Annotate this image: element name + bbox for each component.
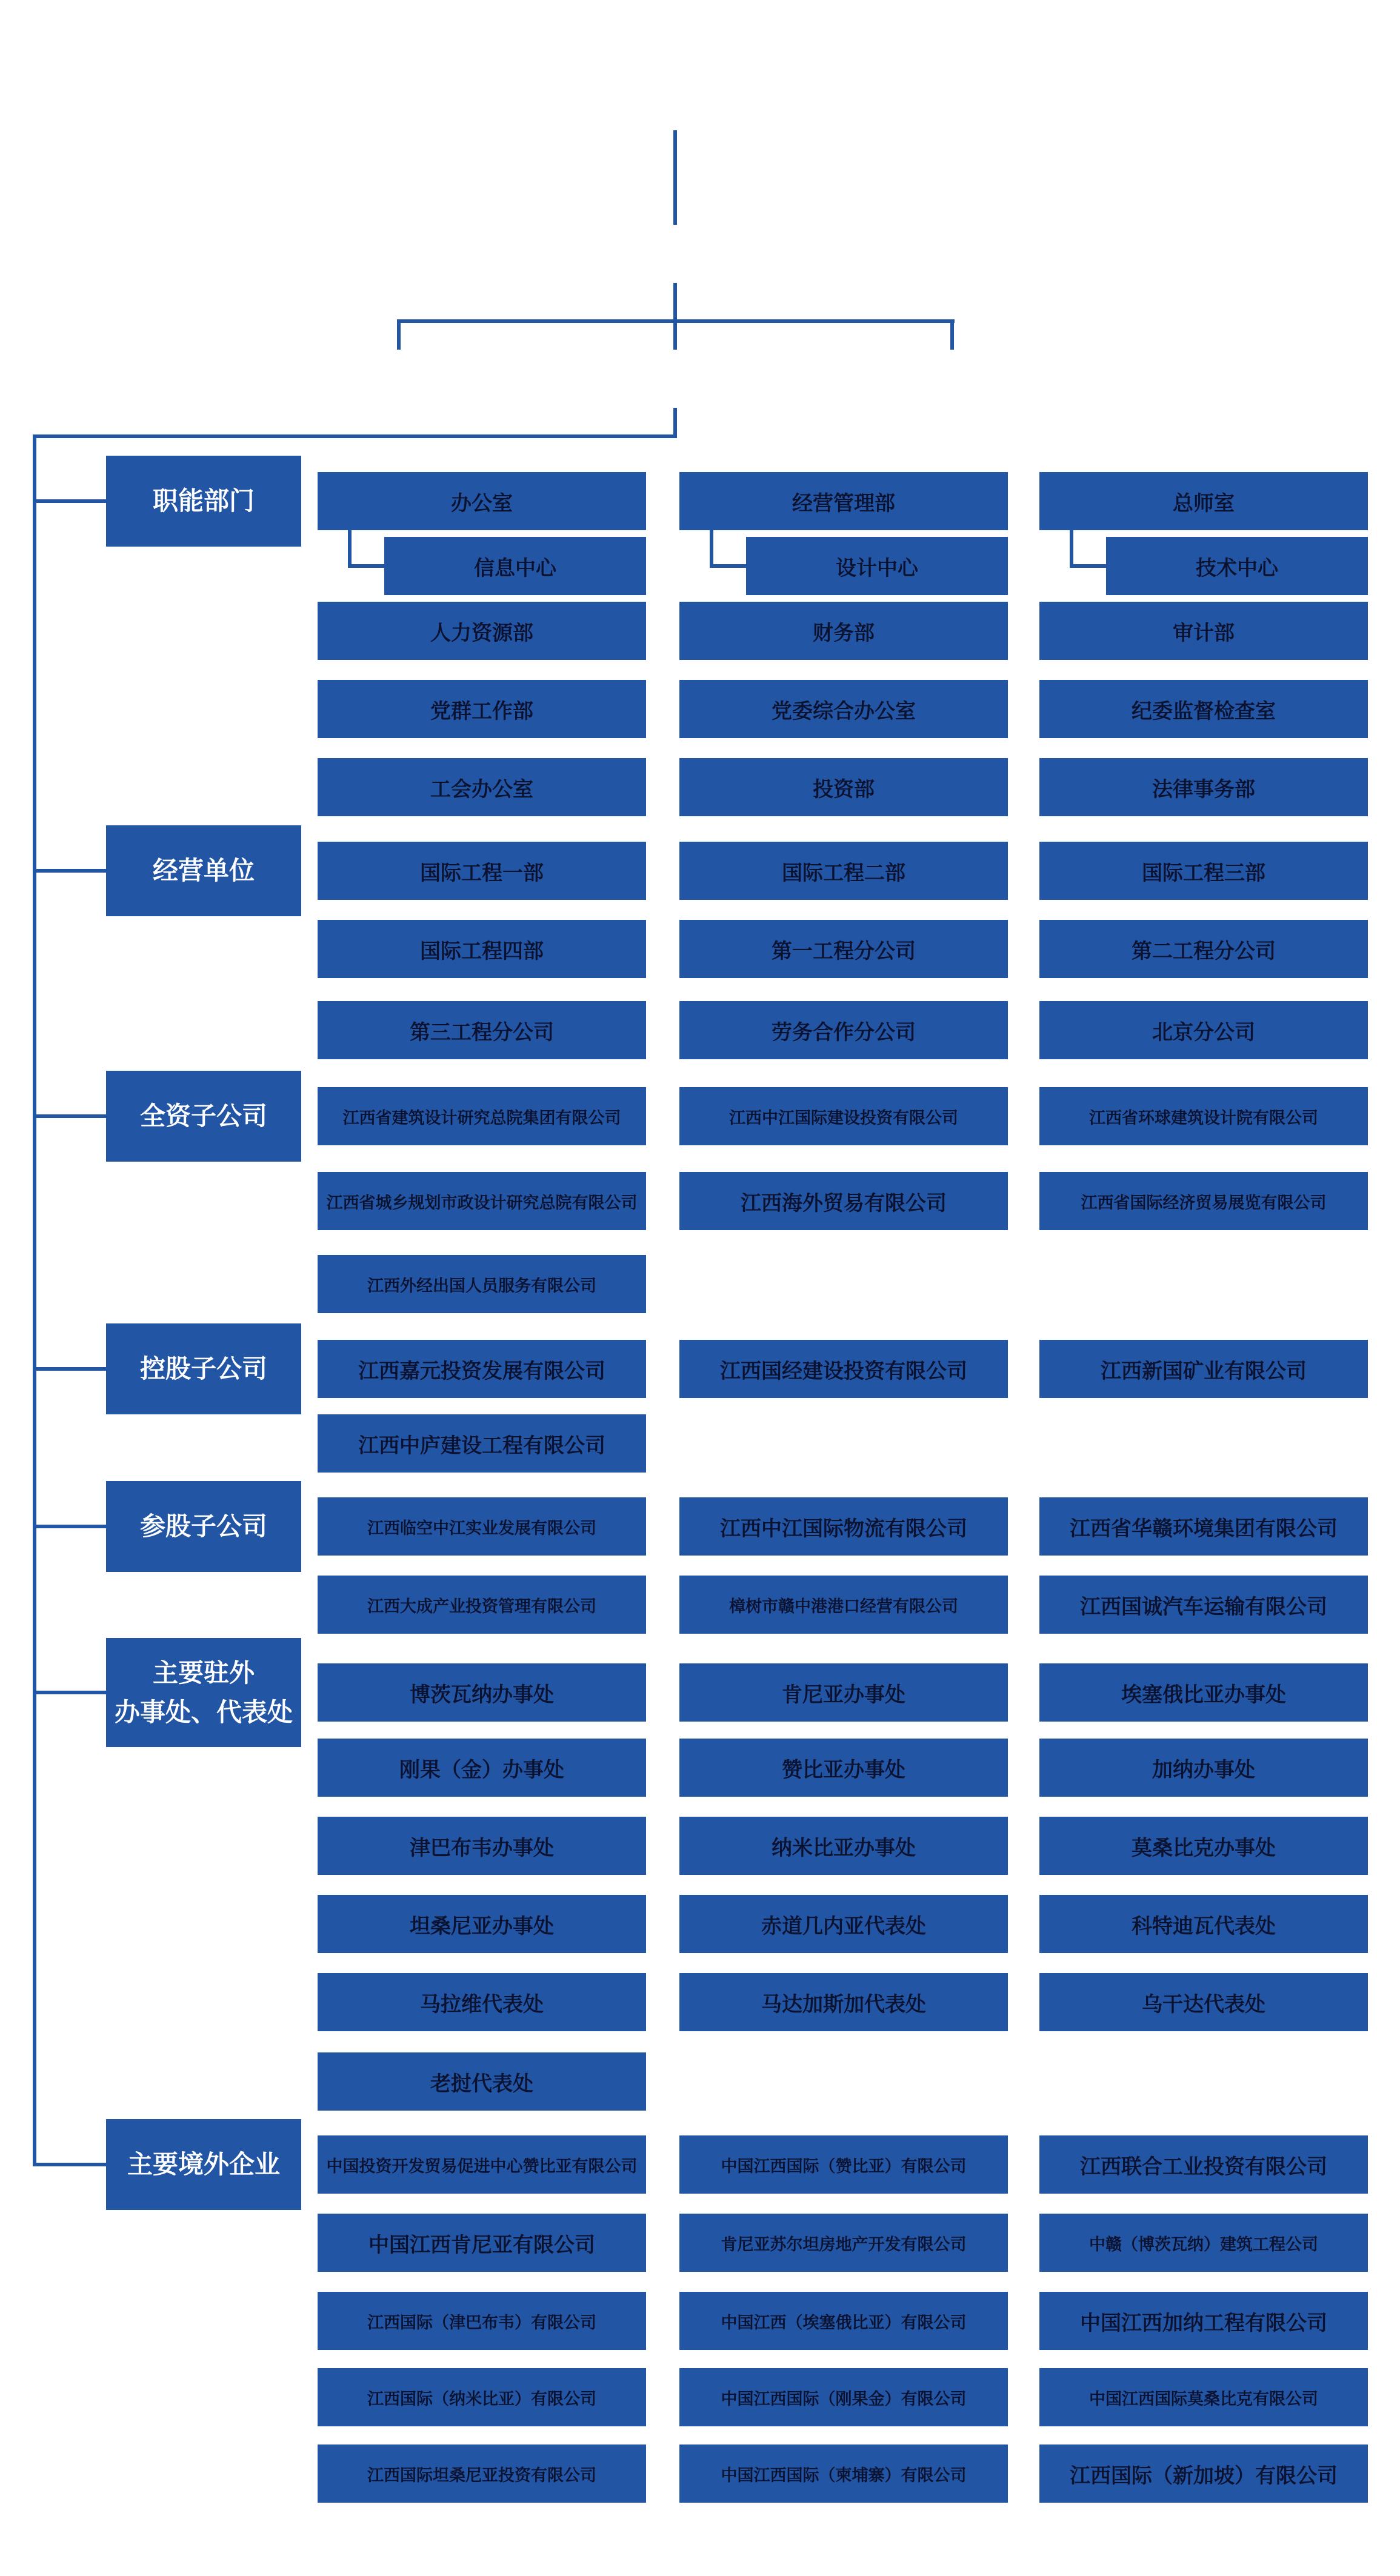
org-box-functional-departments: 经营管理部 — [679, 472, 1008, 530]
group-label-functional-departments — [106, 456, 301, 547]
org-box-functional-departments: 技术中心 — [1106, 537, 1368, 595]
org-box-overseas-offices: 肯尼亚办事处 — [679, 1663, 1008, 1722]
org-box-overseas-offices: 乌干达代表处 — [1039, 1973, 1368, 2031]
org-box-functional-departments: 人力资源部 — [318, 602, 646, 660]
org-box-equity-subsidiaries: 樟树市赣中港港口经营有限公司 — [679, 1576, 1008, 1634]
org-box-functional-departments: 信息中心 — [384, 537, 646, 595]
group-label-equity-subsidiaries — [106, 1481, 301, 1572]
org-box-overseas-offices: 莫桑比克办事处 — [1039, 1817, 1368, 1875]
org-box-overseas-enterprises: 中国江西国际（赞比亚）有限公司 — [679, 2135, 1008, 2194]
org-box-overseas-enterprises: 江西国际（新加坡）有限公司 — [1039, 2445, 1368, 2503]
spine-stub-line — [33, 1114, 106, 1118]
org-box-overseas-enterprises: 江西国际（津巴布韦）有限公司 — [318, 2292, 646, 2350]
org-box-functional-departments: 法律事务部 — [1039, 758, 1368, 816]
org-box-business-units: 第一工程分公司 — [679, 920, 1008, 978]
org-box-wholly-owned-subsidiaries: 江西省建筑设计研究总院集团有限公司 — [318, 1087, 646, 1145]
legal-director-box: 法务总监 — [348, 366, 450, 394]
org-box-functional-departments: 纪委监督检查室 — [1039, 680, 1368, 738]
connector-line — [950, 319, 954, 350]
org-box-business-units: 第三工程分公司 — [318, 1001, 646, 1059]
org-box-overseas-offices: 津巴布韦办事处 — [318, 1817, 646, 1875]
group-label-holding-subsidiaries — [106, 1323, 301, 1414]
org-box-overseas-enterprises: 江西国际（纳米比亚）有限公司 — [318, 2368, 646, 2426]
org-box-overseas-offices: 加纳办事处 — [1039, 1739, 1368, 1797]
org-box-holding-subsidiaries: 江西嘉元投资发展有限公司 — [318, 1340, 646, 1398]
org-box-business-units: 国际工程一部 — [318, 842, 646, 900]
org-box-wholly-owned-subsidiaries: 江西海外贸易有限公司 — [679, 1172, 1008, 1230]
org-box-equity-subsidiaries: 江西中江国际物流有限公司 — [679, 1497, 1008, 1556]
org-box-functional-departments: 财务部 — [679, 602, 1008, 660]
org-box-functional-departments: 党群工作部 — [318, 680, 646, 738]
sub-elbow-line — [348, 564, 384, 568]
spine-stub-line — [33, 499, 106, 503]
org-box-overseas-enterprises: 中赣（博茨瓦纳）建筑工程公司 — [1039, 2214, 1368, 2272]
org-box-functional-departments: 办公室 — [318, 472, 646, 530]
org-box-wholly-owned-subsidiaries: 江西省国际经济贸易展览有限公司 — [1039, 1172, 1368, 1230]
general-manager-box: 总经理 — [636, 241, 713, 270]
org-box-overseas-offices: 坦桑尼亚办事处 — [318, 1895, 646, 1953]
group-label-wholly-owned-subsidiaries — [106, 1071, 301, 1162]
org-box-wholly-owned-subsidiaries: 江西省城乡规划市政设计研究总院有限公司 — [318, 1172, 646, 1230]
org-box-equity-subsidiaries: 江西国诚汽车运输有限公司 — [1039, 1576, 1368, 1634]
org-box-overseas-enterprises: 中国江西（埃塞俄比亚）有限公司 — [679, 2292, 1008, 2350]
group-label-line: 全资子公司 — [139, 1102, 267, 1131]
chairman-box: 董事长 — [636, 79, 713, 108]
org-box-overseas-offices: 纳米比亚办事处 — [679, 1817, 1008, 1875]
org-box-overseas-offices: 赞比亚办事处 — [679, 1739, 1008, 1797]
org-box-business-units: 国际工程二部 — [679, 842, 1008, 900]
org-box-overseas-offices: 博茨瓦纳办事处 — [318, 1663, 646, 1722]
org-box-wholly-owned-subsidiaries: 江西中江国际建设投资有限公司 — [679, 1087, 1008, 1145]
spine-line — [33, 434, 36, 2166]
org-box-overseas-enterprises: 中国江西加纳工程有限公司 — [1039, 2292, 1368, 2350]
org-box-business-units: 第二工程分公司 — [1039, 920, 1368, 978]
group-label-line: 办事处、代表处 — [114, 1698, 293, 1726]
org-box-functional-departments: 设计中心 — [746, 537, 1008, 595]
org-box-equity-subsidiaries: 江西省华赣环境集团有限公司 — [1039, 1497, 1368, 1556]
group-label-line: 主要驻外 — [152, 1658, 255, 1687]
org-box-overseas-offices: 马拉维代表处 — [318, 1973, 646, 2031]
spine-stub-line — [33, 1367, 106, 1371]
org-box-business-units: 国际工程四部 — [318, 920, 646, 978]
connector-line — [673, 319, 677, 350]
org-box-wholly-owned-subsidiaries: 江西外经出国人员服务有限公司 — [318, 1255, 646, 1313]
org-box-functional-departments: 工会办公室 — [318, 758, 646, 816]
org-box-overseas-enterprises: 江西联合工业投资有限公司 — [1039, 2135, 1368, 2194]
group-label-line: 经营单位 — [152, 856, 255, 885]
org-box-equity-subsidiaries: 江西大成产业投资管理有限公司 — [318, 1576, 646, 1634]
group-label-overseas-enterprises — [106, 2119, 301, 2210]
group-label-overseas-offices — [106, 1638, 301, 1747]
sub-elbow-line — [710, 564, 746, 568]
org-box-business-units: 劳务合作分公司 — [679, 1001, 1008, 1059]
org-box-equity-subsidiaries: 江西临空中江实业发展有限公司 — [318, 1497, 646, 1556]
org-box-overseas-enterprises: 中国江西国际莫桑比克有限公司 — [1039, 2368, 1368, 2426]
org-box-overseas-offices: 埃塞俄比亚办事处 — [1039, 1663, 1368, 1722]
group-label-line: 主要境外企业 — [127, 2150, 280, 2179]
group-label-business-units — [106, 825, 301, 916]
spine-stub-line — [33, 1691, 106, 1694]
spine-stub-line — [33, 869, 106, 873]
org-box-functional-departments: 投资部 — [679, 758, 1008, 816]
connector-line — [673, 283, 677, 323]
group-label-line: 控股子公司 — [139, 1354, 267, 1383]
org-box-overseas-enterprises: 中国江西国际（柬埔寨）有限公司 — [679, 2445, 1008, 2503]
org-box-holding-subsidiaries: 江西中庐建设工程有限公司 — [318, 1414, 646, 1473]
org-box-overseas-offices: 马达加斯加代表处 — [679, 1973, 1008, 2031]
org-box-holding-subsidiaries: 江西新国矿业有限公司 — [1039, 1340, 1368, 1398]
org-box-functional-departments: 审计部 — [1039, 602, 1368, 660]
sub-elbow-line — [1070, 530, 1073, 568]
org-box-overseas-enterprises: 中国江西肯尼亚有限公司 — [318, 2214, 646, 2272]
finance-director-box: 财务总监 — [901, 366, 1004, 394]
sub-elbow-line — [1070, 564, 1106, 568]
group-label-line: 参股子公司 — [139, 1512, 267, 1541]
org-box-holding-subsidiaries: 江西国经建设投资有限公司 — [679, 1340, 1008, 1398]
connector-line — [673, 130, 677, 225]
sub-elbow-line — [710, 530, 713, 568]
org-box-business-units: 国际工程三部 — [1039, 842, 1368, 900]
org-box-overseas-enterprises: 中国江西国际（刚果金）有限公司 — [679, 2368, 1008, 2426]
spine-stub-line — [33, 1525, 106, 1528]
connector-line — [397, 319, 401, 350]
org-box-business-units: 北京分公司 — [1039, 1001, 1368, 1059]
org-box-overseas-enterprises: 中国投资开发贸易促进中心赞比亚有限公司 — [318, 2135, 646, 2194]
connector-line — [33, 434, 677, 438]
org-box-functional-departments: 党委综合办公室 — [679, 680, 1008, 738]
org-box-overseas-offices: 刚果（金）办事处 — [318, 1739, 646, 1797]
org-box-overseas-enterprises: 肯尼亚苏尔坦房地产开发有限公司 — [679, 2214, 1008, 2272]
org-box-functional-departments: 总师室 — [1039, 472, 1368, 530]
spine-stub-line — [33, 2163, 106, 2166]
org-box-overseas-offices: 科特迪瓦代表处 — [1039, 1895, 1368, 1953]
org-box-overseas-enterprises: 江西国际坦桑尼亚投资有限公司 — [318, 2445, 646, 2503]
org-box-wholly-owned-subsidiaries: 江西省环球建筑设计院有限公司 — [1039, 1087, 1368, 1145]
org-box-overseas-offices: 赤道几内亚代表处 — [679, 1895, 1008, 1953]
org-box-overseas-offices: 老挝代表处 — [318, 2052, 646, 2111]
connector-line — [673, 408, 677, 438]
sub-elbow-line — [348, 530, 352, 568]
deputy-general-manager-box: 副总经理 — [624, 366, 727, 394]
group-label-line: 职能部门 — [152, 487, 255, 516]
